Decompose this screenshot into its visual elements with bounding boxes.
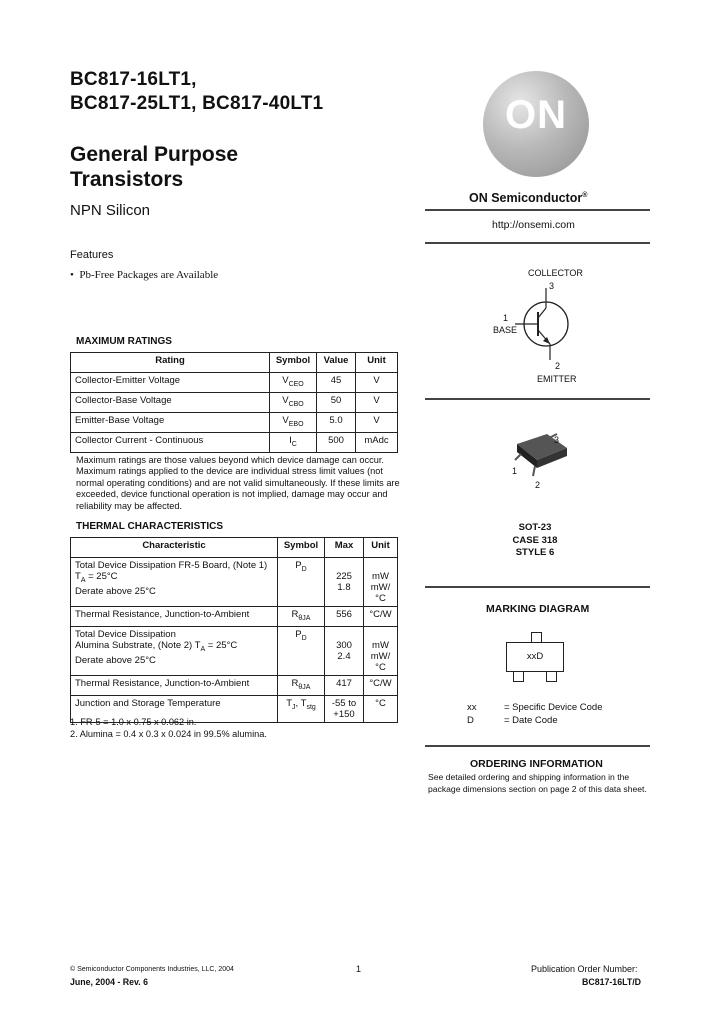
divider (425, 209, 650, 211)
max-cell: 556 (325, 607, 364, 627)
on-logo (483, 71, 589, 177)
max-cell: 225 1.8 (325, 558, 364, 607)
brand-name (469, 191, 587, 205)
copyright: © Semiconductor Components Industries, LLC, 2004 (70, 966, 234, 973)
symbol-cell: $V_{EBO}$ (270, 413, 317, 433)
package-pin-2: 2 (535, 480, 541, 490)
chip-pin-right (546, 671, 557, 682)
collector-label: COLLECTOR (528, 268, 583, 278)
feature-text: Pb-Free Packages are Available (79, 269, 219, 281)
brand-name-text: ON Semiconductor (469, 191, 583, 205)
package-pin-1: 1 (512, 466, 518, 476)
emitter-label: EMITTER (537, 374, 577, 384)
table-row (71, 373, 398, 393)
divider (425, 586, 650, 588)
bullet-icon: • (70, 269, 80, 281)
publication-number: BC817-16LT/D (582, 977, 641, 987)
col-unit: Unit (356, 353, 398, 373)
registered-mark: ® (582, 191, 588, 199)
collector-pin: 3 (549, 281, 555, 291)
unit-cell: mW mW/°C (364, 627, 398, 676)
unit-cell: V (356, 393, 398, 413)
unit-cell: mW mW/°C (364, 558, 398, 607)
thermal-notes (70, 717, 267, 740)
marking-legend (467, 701, 602, 727)
symbol-cell: $V_{CBO}$ (270, 393, 317, 413)
max-cell: -55 to +150 (325, 696, 364, 723)
col-rating: Rating (71, 353, 270, 373)
base-pin: 1 (503, 313, 509, 323)
chip-text: xxD (526, 651, 544, 662)
ordering-heading: ORDERING INFORMATION (470, 758, 603, 770)
value-cell: 5.0 (317, 413, 356, 433)
package-pin-3: 3 (554, 435, 560, 445)
symbol-cell: $R_{\theta JA}$ (278, 607, 325, 627)
characteristic-cell: Junction and Storage Temperature (71, 696, 278, 723)
divider (425, 398, 650, 400)
emitter-pin: 2 (555, 361, 561, 371)
characteristic-cell: Total Device Dissipation Alumina Substrate, (Note 2) $T_A = 25^\circ C$ Derate above 25°C (71, 627, 278, 676)
divider (425, 745, 650, 747)
table-row (71, 627, 398, 676)
table-row (71, 413, 398, 433)
subtitle: NPN Silicon (70, 202, 151, 219)
feature-item (70, 269, 218, 281)
legend-row: D = Date Code (467, 715, 558, 726)
package-style: STYLE 6 (515, 547, 555, 558)
heading-line-2: Transistors (70, 168, 184, 191)
ordering-text: See detailed ordering and shipping information in the package dimensions section on page 2 of this data sheet. (428, 772, 647, 794)
col-symbol: Symbol (278, 538, 325, 558)
publication-label: Publication Order Number: (531, 964, 638, 974)
sot23-package-icon (505, 430, 575, 485)
unit-cell: °C (364, 696, 398, 723)
thermal-heading: THERMAL CHARACTERISTICS (76, 521, 224, 532)
table-row (71, 607, 398, 627)
package-info (470, 522, 600, 560)
col-characteristic: Characteristic (71, 538, 278, 558)
symbol-cell: $P_D$ (278, 627, 325, 676)
max-ratings-table (70, 352, 398, 453)
package-case: CASE 318 (512, 534, 558, 546)
col-unit: Unit (364, 538, 398, 558)
marking-heading: MARKING DIAGRAM (486, 603, 590, 615)
col-max: Max (325, 538, 364, 558)
thermal-table (70, 537, 398, 723)
col-symbol: Symbol (270, 353, 317, 373)
logo-text: ON (505, 93, 567, 137)
features-heading: Features (70, 249, 114, 261)
rating-cell: Collector-Emitter Voltage (71, 373, 270, 393)
characteristic-cell: Thermal Resistance, Junction-to-Ambient (71, 676, 278, 696)
note-2: 2. Alumina = 0.4 x 0.3 x 0.024 in 99.5% alumina. (70, 728, 267, 739)
page-number: 1 (356, 964, 362, 974)
unit-cell: °C/W (364, 607, 398, 627)
symbol-cell: $P_D$ (278, 558, 325, 607)
symbol-cell: $T_J$, $T_{stg}$ (278, 696, 325, 723)
table-row (71, 393, 398, 413)
characteristic-cell: Total Device Dissipation FR-5 Board, (Note 1) $T_A = 25^\circ C$ Derate above 25°C (71, 558, 278, 607)
unit-cell: V (356, 413, 398, 433)
rating-cell: Collector-Base Voltage (71, 393, 270, 413)
unit-cell: V (356, 373, 398, 393)
transistor-schematic (495, 288, 585, 368)
symbol-cell: $V_{CEO}$ (270, 373, 317, 393)
symbol-cell: $R_{\theta JA}$ (278, 676, 325, 696)
table-row (71, 433, 398, 453)
value-cell: 50 (317, 393, 356, 413)
divider (425, 242, 650, 244)
col-value: Value (317, 353, 356, 373)
max-ratings-heading: MAXIMUM RATINGS (76, 336, 172, 347)
value-cell: 45 (317, 373, 356, 393)
revision-date: June, 2004 - Rev. 6 (70, 977, 149, 987)
chip-pin-left (513, 671, 524, 682)
note-1: 1. FR-5 = 1.0 x 0.75 x 0.062 in. (70, 717, 197, 727)
marking-chip (506, 642, 564, 672)
max-cell: 300 2.4 (325, 627, 364, 676)
max-cell: 417 (325, 676, 364, 696)
table-header-row (71, 353, 398, 373)
rating-cell: Collector Current - Continuous (71, 433, 270, 453)
table-row (71, 558, 398, 607)
legend-row: xx = Specific Device Code (467, 702, 603, 713)
unit-cell: °C/W (364, 676, 398, 696)
table-header-row (71, 538, 398, 558)
base-label: BASE (493, 325, 518, 335)
value-cell: 500 (317, 433, 356, 453)
symbol-cell: $I_C$ (270, 433, 317, 453)
website-link[interactable]: http://onsemi.com (492, 219, 575, 231)
title-line-2: BC817-25LT1, BC817-40LT1 (70, 93, 324, 114)
package-name: SOT-23 (518, 522, 552, 533)
characteristic-cell: Thermal Resistance, Junction-to-Ambient (71, 607, 278, 627)
unit-cell: mAdc (356, 433, 398, 453)
table-row (71, 676, 398, 696)
heading-line-1: General Purpose (70, 143, 239, 166)
title-line-1: BC817-16LT1, (70, 69, 197, 90)
max-ratings-note: Maximum ratings are those values beyond which device damage can occur. Maximum ratings applied to the device are individual stress limit values (not normal operating conditions) and are not valid simultaneously. If these limits are exceeded, device functional operation is not implied, damage may occur and reliability may be affected. (76, 455, 400, 511)
rating-cell: Emitter-Base Voltage (71, 413, 270, 433)
